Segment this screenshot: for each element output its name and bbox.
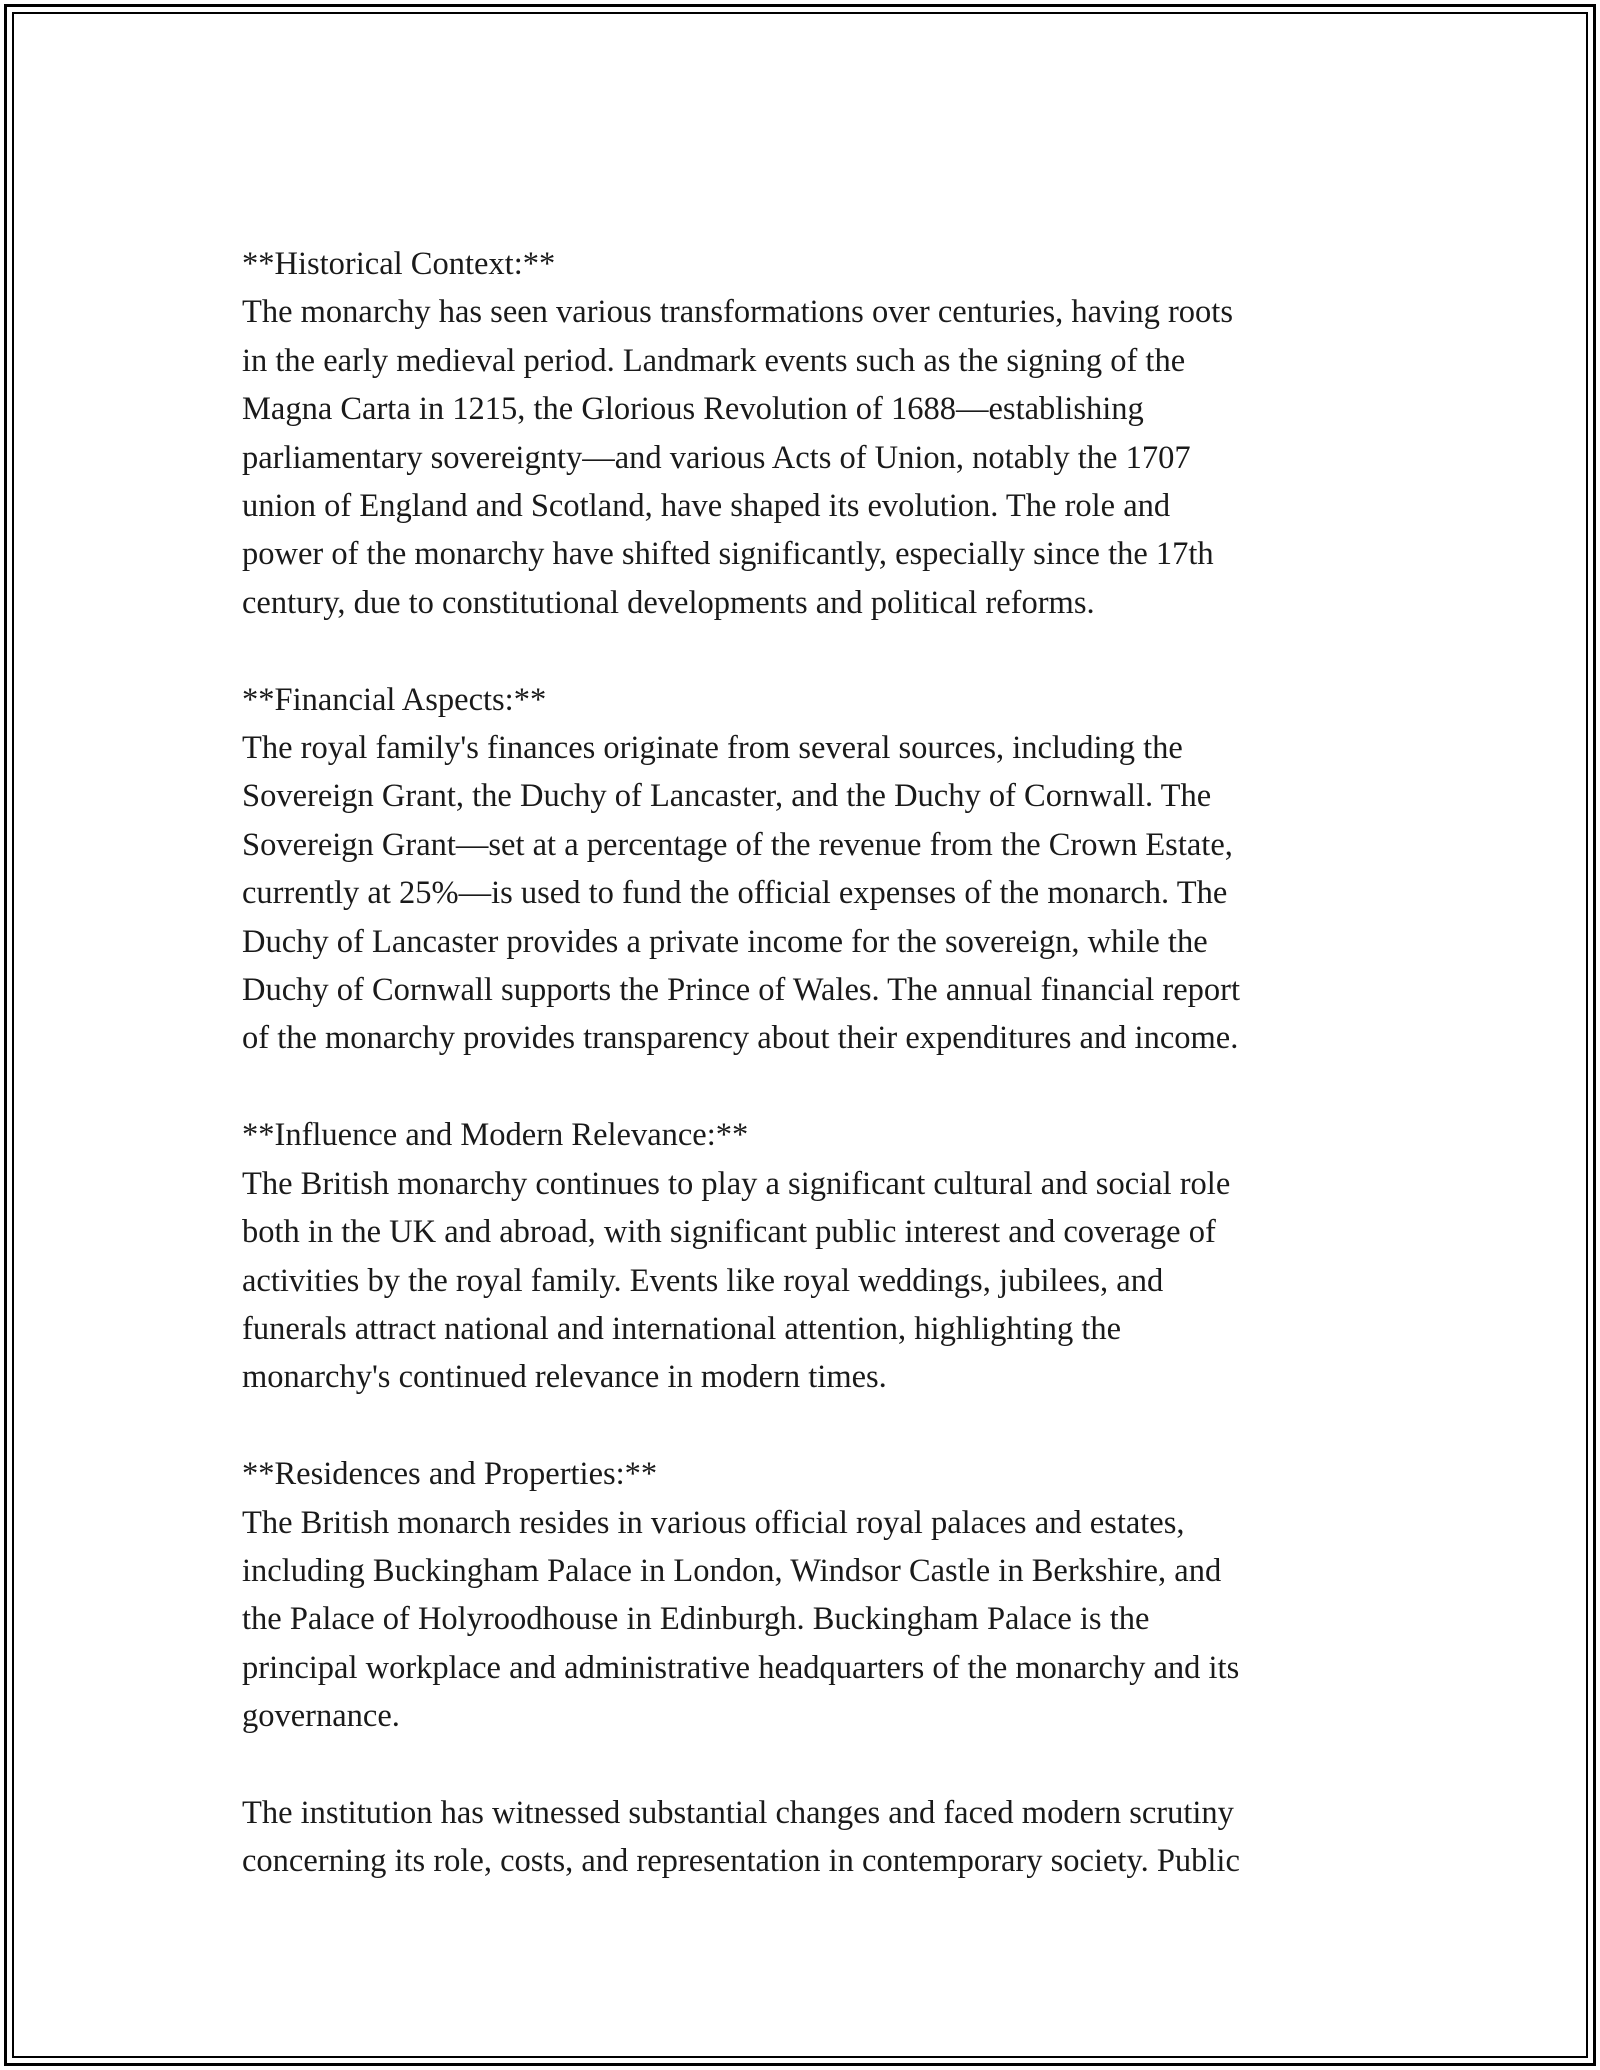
section-financial-aspects	[242, 676, 1382, 1063]
section-paragraph: The British monarch resides in various official royal palaces and estates, including Buckingham Palace in London, Windsor Castle in Berkshire, and the Palace of Holyroodhouse in Edinburgh. Buckingham Palace is the principal workplace and administrative headquarters of the monarchy and its governance.	[242, 1504, 1240, 1735]
document-body	[242, 240, 1382, 1886]
section-heading: **Residences and Properties:**	[242, 1456, 658, 1493]
section-paragraph: The British monarchy continues to play a significant cultural and social role both in the UK and abroad, with significant public interest and coverage of activities by the royal family. Events like royal weddings, jubilees, and funerals attract national and international attention, highlighting the monarchy's continued relevance in modern times.	[242, 1165, 1231, 1396]
page-border	[4, 4, 1596, 2066]
section-heading: **Financial Aspects:**	[242, 681, 547, 718]
closing-paragraph: The institution has witnessed substantial changes and faced modern scrutiny concerning its role, costs, and representation in contemporary society. Public	[242, 1794, 1240, 1880]
section-heading: **Historical Context:**	[242, 246, 556, 282]
section-paragraph: The monarchy has seen various transformations over centuries, having roots in the early medieval period. Landmark events such as the signing of the Magna Carta in 1215, the Glorious Revolution of 1688—establishing parliamentary sovereignty—and various Acts of Union, notably the 1707 union of England and Scotland, have shaped its evolution. The role and power of the monarchy have shifted significantly, especially since the 17th century, due to constitutional developments and political reforms.	[242, 294, 1233, 621]
section-paragraph: The royal family's finances originate from several sources, including the Sovereign Grant, the Duchy of Lancaster, and the Duchy of Cornwall. The Sovereign Grant—set at a percentage of the revenue from the Crown Estate, currently at 25%—is used to fund the official expenses of the monarch. The Duchy of Lancaster provides a private income for the sovereign, while the Duchy of Cornwall supports the Prince of Wales. The annual financial report of the monarchy provides transparency about their expenditures and income.	[242, 730, 1240, 1057]
section-heading: **Influence and Modern Relevance:**	[242, 1117, 749, 1154]
section-residences-properties	[242, 1450, 1382, 1740]
section-closing	[242, 1789, 1382, 1886]
section-historical-context	[242, 240, 1382, 627]
section-influence-modern-relevance	[242, 1111, 1382, 1401]
